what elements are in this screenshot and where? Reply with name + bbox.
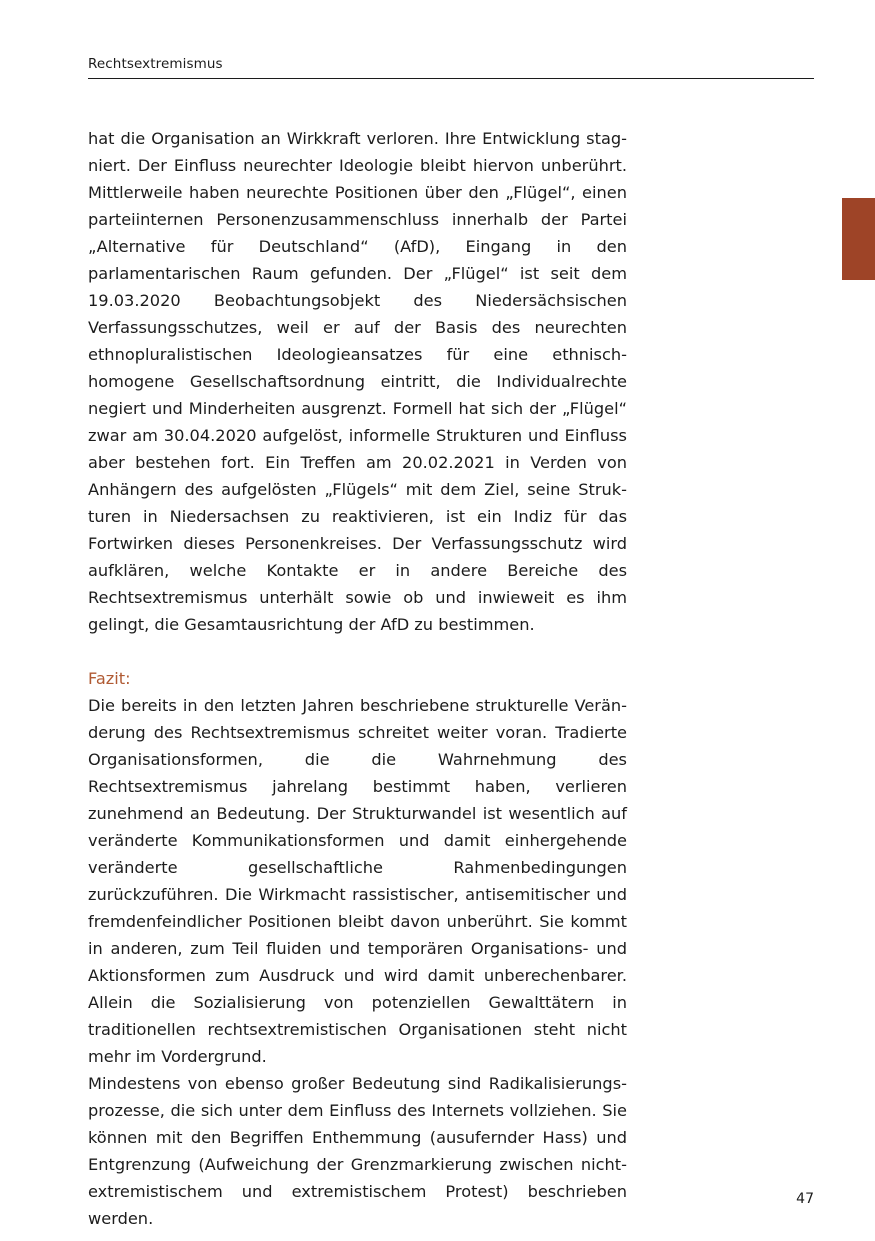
body-paragraph-1: hat die Organisation an Wirkkraft verloren. Ihre Entwicklung stagniert. Der Einfluss neurechter Ideologie bleibt hiervon unberührt. Mittlerweile haben neurechte Positionen über den „Flügel“, einen parteiinternen Personenzusammenschluss innerhalb der Partei „Alternative für Deutschland“ (AfD), Eingang in den parlamentarischen Raum gefunden. Der „Flügel“ ist seit dem 19.03.2020 Beobachtungsobjekt des Niedersächsischen Verfassungsschutzes, weil er auf der Basis des neurechten ethnopluralistischen Ideologieansatzes für eine ethnisch-homogene Gesellschaftsordnung eintritt, die Individualrechte negiert und Minderheiten ausgrenzt. Formell hat sich der „Flügel“ zwar am 30.04.2020 aufgelöst, informelle Strukturen und Einfluss aber bestehen fort. Ein Treffen am 20.02.2021 in Verden von Anhängern des aufgelösten „Flügels“ mit dem Ziel, seine Strukturen in Niedersachsen zu reaktivieren, ist ein Indiz für das Fortwirken dieses Personenkreises. Der Verfassungsschutz wird aufklären, welche Kontakte er in andere Bereiche des Rechtsextremismus unterhält sowie ob und inwieweit es ihm gelingt, die Gesamtausrichtung der AfD zu bestimmen.: [88, 129, 627, 634]
header-divider: [88, 78, 814, 79]
body-paragraph-3: Mindestens von ebenso großer Bedeutung sind Radikalisierungsprozesse, die sich unter dem Einfluss des Internets vollziehen. Sie können mit den Begriffen Enthemmung (ausufernder Hass) und Entgrenzung (Aufweichung der Grenzmarkierung zwischen nichtextremistischem und extremistischem Protest) beschrieben werden.: [88, 1074, 627, 1228]
page-number: 47: [796, 1191, 814, 1207]
body-paragraph-2: Die bereits in den letzten Jahren beschriebene strukturelle Veränderung des Rechtsextremismus schreitet weiter voran. Tradierte Organisationsformen, die die Wahrnehmung des Rechtsextremismus jahrelang bestimmt haben, verlieren zunehmend an Bedeutung. Der Strukturwandel ist wesentlich auf veränderte Kommunikationsformen und damit einhergehende veränderte gesellschaftliche Rahmenbedingungen zurückzuführen. Die Wirkmacht rassistischer, antisemitischer und fremdenfeindlicher Positionen bleibt davon unberührt. Sie kommt in anderen, zum Teil fluiden und temporären Organisations- und Aktionsformen zum Ausdruck und wird damit unberechenbarer. Allein die Sozialisierung von potenziellen Gewalttätern in traditionellen rechtsextremistischen Organisationen steht nicht mehr im Vordergrund.: [88, 696, 627, 1066]
section-heading-fazit: Fazit:: [88, 669, 131, 688]
chapter-marker-tab: [842, 198, 875, 280]
running-header: Rechtsextremismus: [88, 56, 223, 72]
main-text-column: [88, 125, 627, 1232]
